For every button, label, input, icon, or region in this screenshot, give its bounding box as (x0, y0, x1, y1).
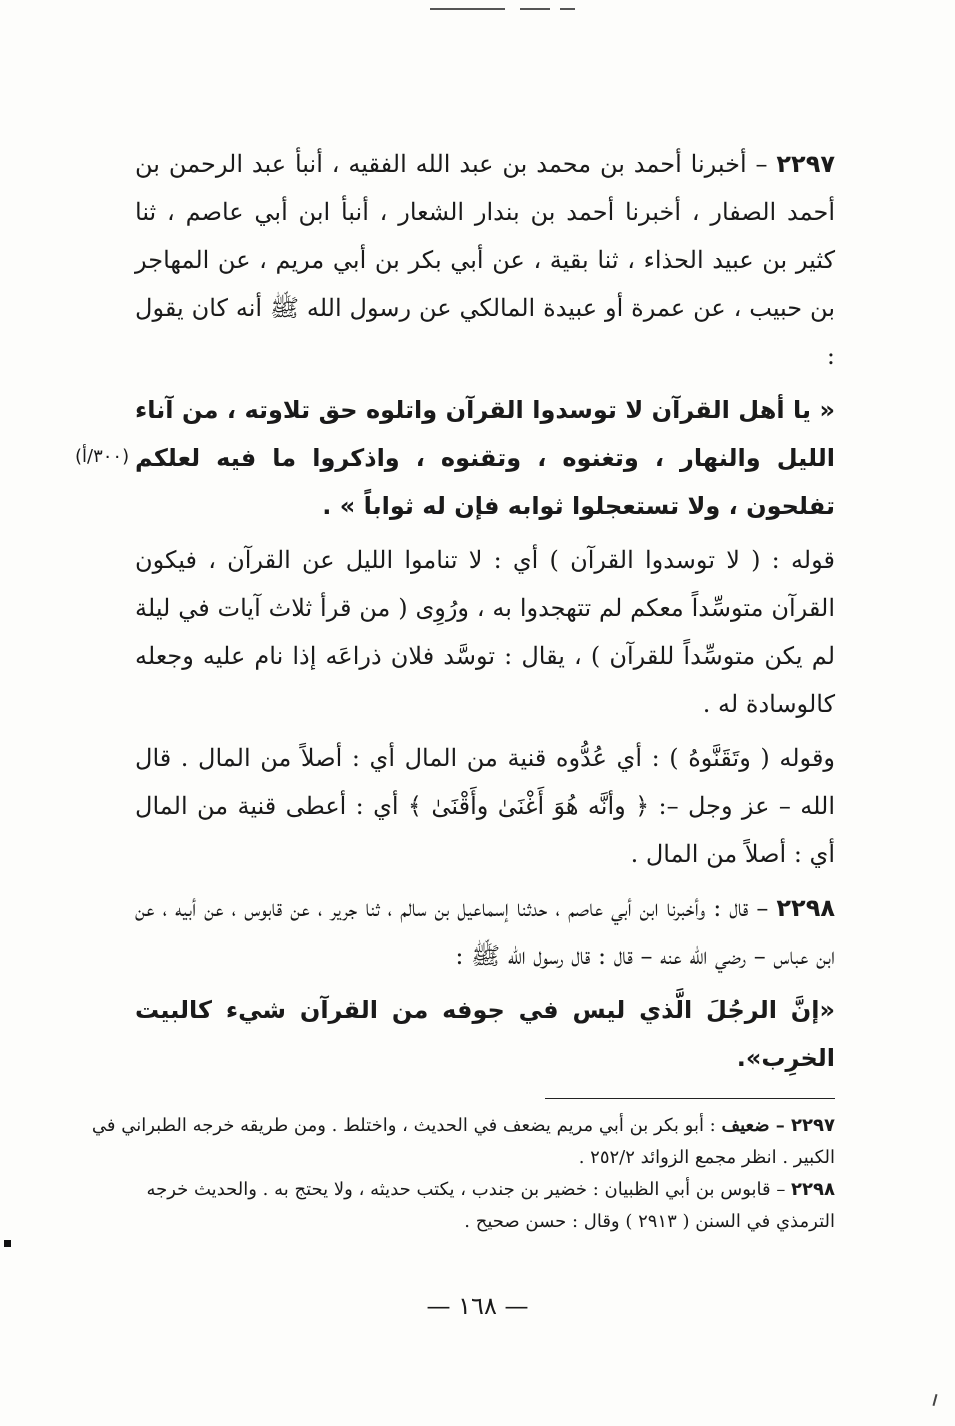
corner-tick (932, 1394, 937, 1406)
footnote-grade: – ضعيف (721, 1115, 792, 1136)
top-rule-2 (520, 8, 550, 10)
footnote-2297 (85, 1110, 835, 1174)
footnote-number: ٢٢٩٨ (791, 1179, 835, 1200)
hadith-2298-text: «إنَّ الرجُلَ الَّذي ليس في جوفه من القرآن شيء كالبيت الخرِب». (135, 996, 835, 1072)
hadith-number: ٢٢٩٨ (776, 894, 835, 922)
top-rule-3 (560, 8, 575, 10)
hadith-2298-chain (135, 884, 835, 980)
hadith-2297-text: « يا أهل القرآن لا توسدوا القرآن واتلوه حق تلاوته ، من آناء الليل والنهار ، وتغنوه ، وتقنوه ، واذكروا ما فيه لعلكم تفلحون ، ولا تستعجلوا ثوابه فإن له ثواباً » . (135, 396, 835, 520)
manuscript-reference: (٣٠٠/أ) (75, 446, 130, 467)
page-number: — ١٦٨ — (426, 1292, 529, 1320)
commentary-paragraph-2: وقوله ( وتَقَنَّوهُ ) : أي عُدُّوه قنية من المال أي : أصلاً من المال . قال الله – عز وجل –: ﴿ وأنَّه هُوَ أَغْنَىٰ وأَقْنَىٰ ﴾ أي : أعطى قنية من المال أي : أصلاً من المال . (135, 744, 835, 868)
isnad-text: – قال : وأخبرنا ابن أبي عاصم ، حدثنا إسماعيل بن سالم ، ثنا جرير ، عن قابوس ، عن أبيه ، عن ابن عباس – رضي الله عنه – قال : قال رسول الله ﷺ : (135, 894, 835, 970)
hadith-number: ٢٢٩٧ (776, 150, 835, 178)
footnote-2298 (85, 1174, 835, 1238)
isnad-text: – أخبرنا أحمد بن محمد بن عبد الله الفقيه ، أنبأ عبد الرحمن بن أحمد الصفار ، أخبرنا أحمد بن بندار الشعار ، أنبأ ابن أبي عاصم ، ثنا كثير بن عبيد الحذاء ، ثنا بقية ، عن أبي بكر بن أبي مريم ، عن المهاجر بن حبيب ، عن عمرة أو عبيدة المالكي عن رسول الله ﷺ أنه كان يقول : (135, 150, 835, 370)
footnote-text: : أبو بكر بن أبي مريم يضعف في الحديث ، واختلط . ومن طريقه خرجه الطبراني في الكبير . انظر مجمع الزوائد ٢٥٢/٢ . (91, 1115, 835, 1168)
footnote-separator (545, 1098, 835, 1099)
hadith-2297-chain (135, 140, 835, 380)
page-body (135, 140, 835, 1088)
commentary-paragraph-1: قوله : ( لا توسدوا القرآن ) أي : لا تناموا الليل عن القرآن ، فيكون القرآن متوسِّداً معكم لم تتهجدوا به ، ورُوِی ( من قرأ ثلاث آيات في ليلة لم يكن متوسِّداً للقرآن ) ، يقال : توسَّد فلان ذراعَه إذا نام عليه وجعله كالوسادة له . (135, 546, 835, 718)
top-rule-1 (430, 8, 505, 10)
margin-mark (4, 1240, 11, 1247)
footnote-number: ٢٢٩٧ (791, 1115, 835, 1136)
footnote-text: – قابوس بن أبي الظبيان : خضير بن جندب ، يكتب حديثه ، ولا يحتج به . والحديث خرجه الترمذي في السنن ( ٢٩١٣ ) وقال : حسن صحيح . (146, 1179, 835, 1232)
footnotes (85, 1110, 835, 1238)
